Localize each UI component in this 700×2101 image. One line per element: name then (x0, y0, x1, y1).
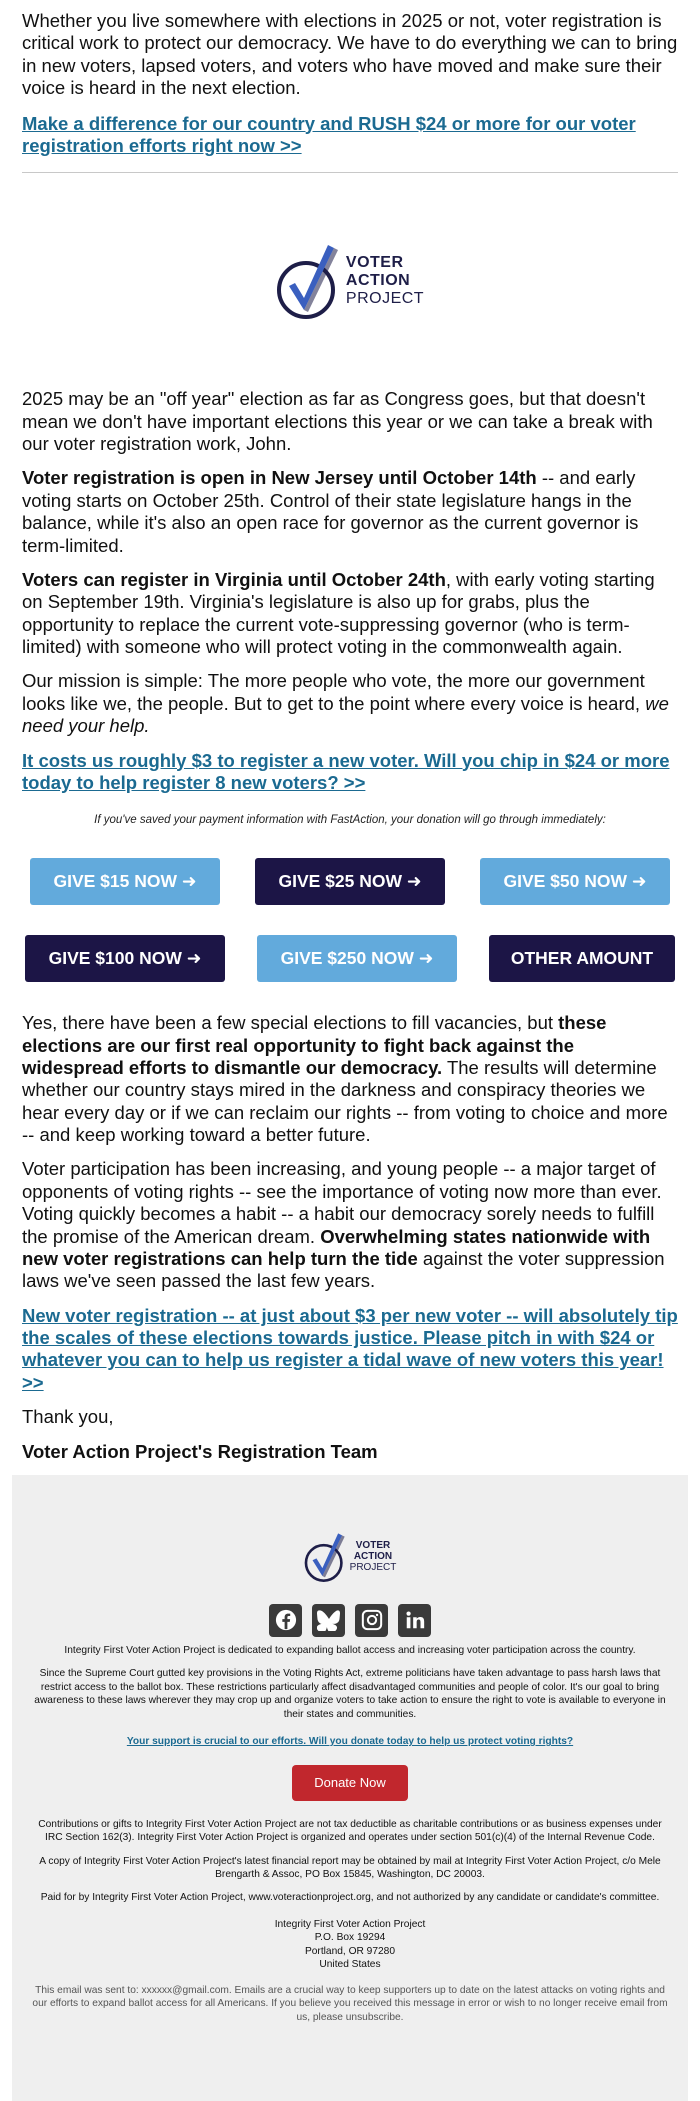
paragraph-off-year: 2025 may be an "off year" election as far as Congress goes, but that doesn't mean we don't have important elections this year or we can take a break with our voter registration work, John. (22, 388, 653, 454)
footer-mission: Integrity First Voter Action Project is dedicated to expanding ballot access and increasing voter participation across the country. (64, 1644, 636, 1656)
give-25-button[interactable]: GIVE $25 NOW ➜ (255, 858, 445, 905)
footer-paid-for: Paid for by Integrity First Voter Action Project, www.voteractionproject.org, and not authorized by any candidate or candidate's committee. (40, 1892, 660, 1904)
rush-donate-link[interactable]: Make a difference for our country and RUSH $24 or more for our voter registration efforts right now >> (22, 112, 636, 156)
footer-unsubscribe-notice: This email was sent to: xxxxxx@gmail.com. Emails are a crucial way to keep supporters up to date on the latest attacks on voting rights and our efforts to expand ballot access for all Americans. If you believe you received this message in error or wish to no longer receive email from us, please unsubscribe. (32, 1984, 668, 2023)
donate-now-button[interactable]: Donate Now (292, 1765, 408, 1801)
footer-about: Since the Supreme Court gutted key provisions in the Voting Rights Act, extreme politicians have taken advantage to pass harsh laws that restrict access to the ballot box. These restrictions particularly affect disadvantaged communities and people of color. It's our goal to bring awareness to these laws wherever they may crop up and organize voters to take action to ensure the right to vote is available to everyone in their states and communities. (34, 1668, 666, 1720)
intro-paragraph: Whether you live somewhere with elections in 2025 or not, voter registration is critical work to protect our democracy. We have to do everything we can to bring in new voters, lapsed voters, and voters who have moved and make sure their voice is heard in the next election. (22, 10, 678, 99)
logo-wordmark: VOTER ACTION PROJECT (345, 254, 425, 307)
give-100-button[interactable]: GIVE $100 NOW ➜ (25, 935, 225, 982)
paragraph-mission: Our mission is simple: The more people who vote, the more our government looks like we, the people. But to get to the point where every voice is heard, we need your help. (22, 670, 669, 737)
footer-logo (12, 1530, 688, 1584)
footer-report-notice: A copy of Integrity First Voter Action Project's latest financial report may be obtained by mail at Integrity First Voter Action Project, c/o Mele Brengarth & Assoc, PO Box 15845, Washington, DC 20003. (39, 1855, 661, 1880)
give-250-button[interactable]: GIVE $250 NOW ➜ (257, 935, 457, 982)
facebook-icon[interactable] (269, 1604, 302, 1637)
signature: Voter Action Project's Registration Team (22, 1440, 378, 1462)
other-amount-button[interactable]: OTHER AMOUNT (489, 935, 675, 982)
footer-logo-wordmark: VOTER ACTION PROJECT (349, 1540, 397, 1574)
give-15-button[interactable]: GIVE $15 NOW ➜ (30, 858, 220, 905)
paragraph-virginia: Voters can register in Virginia until October 24th, with early voting starting on September 19th. Virginia's legislature is also up for grabs, plus the opportunity to replace the current vote-suppressing governor (who is term-limited) with someone who will protect voting in the commonwealth again. (22, 568, 655, 657)
bluesky-icon[interactable] (312, 1604, 345, 1637)
voter-action-project-logo (22, 173, 678, 388)
donation-buttons-row-1 (22, 858, 678, 905)
footer-tax-disclaimer: Contributions or gifts to Integrity First Voter Action Project are not tax deductible as charitable contributions or as business expenses under IRC Section 162(3). Integrity First Voter Action Project is organized and operates under section 501(c)(4) of the Internal Revenue Code. (38, 1818, 662, 1844)
fastaction-note: If you've saved your payment information with FastAction, your donation will go through immediately: (94, 814, 606, 827)
thanks-text: Thank you, (22, 1406, 114, 1428)
paragraph-participation: Voter participation has been increasing, and young people -- a major target of opponents of voting rights -- see the importance of voting now more than ever. Voting quickly becomes a habit -- a habit our democracy sorely needs to fulfill the promise of the American dream. Overwhelming states nationwide with new voter registrations can help turn the tide against the voter suppression laws we've seen passed the last few years. (22, 1158, 665, 1292)
checkmark-logo-icon (276, 240, 340, 322)
paragraph-new-jersey: Voter registration is open in New Jersey until October 14th -- and early voting starts on October 25th. Control of their state legislature hangs in the balance, while it's also an open race for governor as the current governor is term-limited. (22, 467, 639, 556)
paragraph-special-elections: Yes, there have been a few special elections to fill vacancies, but these elections are our first real opportunity to fight back against the widespread efforts to dismantle our democracy. The results will determine whether our country stays mired in the darkness and conspiracy theories we hear every day or if we can reclaim our rights -- from voting to choice and more -- and keep working toward a better future. (22, 1012, 668, 1146)
donation-buttons-row-2 (22, 935, 678, 982)
chip-in-link[interactable]: It costs us roughly $3 to register a new voter. Will you chip in $24 or more today to help register 8 new voters? >> (22, 749, 670, 793)
footer-address: Integrity First Voter Action Project P.O. Box 19294 Portland, OR 97280 United States (274, 1918, 426, 1971)
linkedin-icon[interactable] (398, 1604, 431, 1637)
footer-support-link[interactable]: Your support is crucial to our efforts. Will you donate today to help us protect voting rights? (126, 1736, 574, 1748)
footer (12, 1475, 688, 2101)
instagram-icon[interactable] (355, 1604, 388, 1637)
give-50-button[interactable]: GIVE $50 NOW ➜ (480, 858, 670, 905)
checkmark-logo-icon (304, 1530, 346, 1584)
social-links (12, 1604, 688, 1637)
tidal-wave-link[interactable]: New voter registration -- at just about $3 per new voter -- will absolutely tip the scales of these elections towards justice. Please pitch in with $24 or whatever you can to help us register a tidal wave of new voters this year! >> (22, 1304, 678, 1393)
